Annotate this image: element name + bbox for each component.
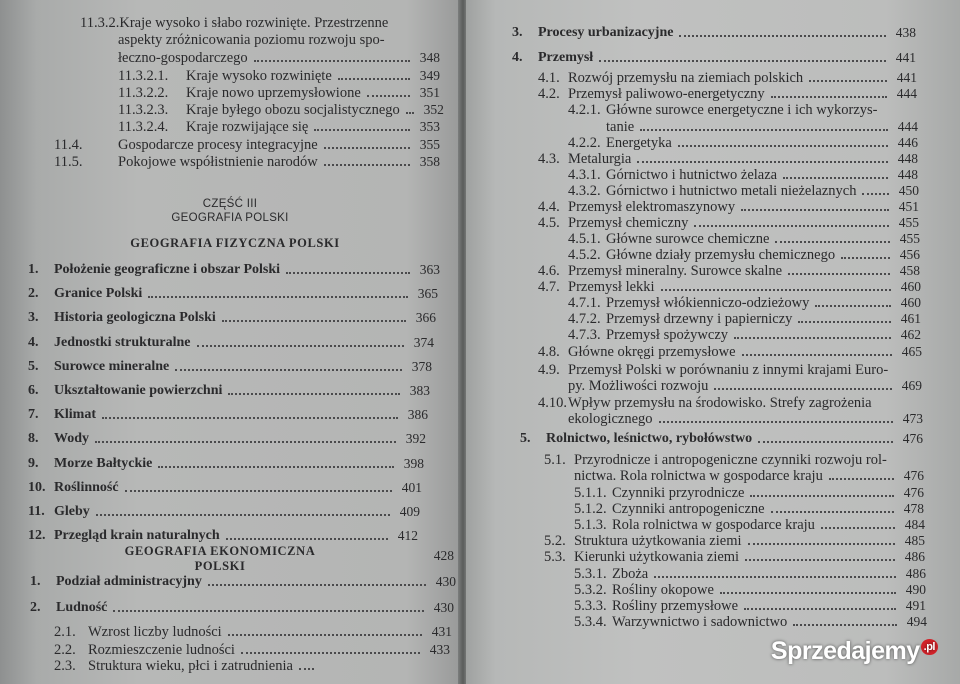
toc-entry-number: 4.3.2. [568, 183, 601, 199]
toc-entry-page: 460 [900, 279, 921, 294]
toc-entry-title: Podział administracyjny [56, 574, 202, 589]
watermark-logo [771, 637, 938, 666]
dot-leader [742, 354, 892, 356]
dot-leader [694, 225, 889, 227]
dot-leader [829, 478, 894, 480]
toc-entry-title: Rozwój przemysłu na ziemiach polskich [568, 70, 804, 86]
toc-entry-number: 8. [28, 431, 39, 447]
dot-leader [222, 320, 406, 322]
toc-entry-page: 478 [903, 501, 924, 516]
toc-entry [538, 86, 917, 102]
toc-entry-title: Klimat [54, 407, 96, 423]
toc-entry-number: 11.5. [54, 154, 83, 170]
dot-leader [841, 257, 890, 259]
dot-leader [809, 80, 887, 82]
dot-leader [406, 112, 414, 114]
dot-leader [228, 393, 400, 395]
dot-leader [95, 441, 396, 443]
dot-leader [788, 273, 890, 275]
dot-leader [750, 495, 894, 497]
toc-entry-page: 494 [906, 614, 927, 629]
toc-entry-number: 6. [28, 383, 39, 398]
toc-entry-page: 412 [397, 528, 418, 544]
toc-entry-page: 355 [419, 137, 440, 152]
toc-entry-number: 12. [28, 528, 46, 544]
toc-entry-title: Zboża [612, 566, 649, 582]
toc-entry-title: Ukształtowanie powierzchni [54, 383, 223, 398]
toc-entry-number: 5.3.4. [574, 614, 607, 630]
toc-entry-number: 4.7.3. [568, 327, 601, 343]
toc-entry-title: Przemysł mineralny. Surowce skalne [568, 263, 783, 279]
dot-leader [659, 421, 893, 423]
toc-entry [538, 70, 917, 86]
dot-leader [758, 441, 893, 443]
toc-entry [538, 344, 922, 360]
dot-leader [734, 337, 891, 339]
toc-entry-page: 378 [411, 358, 432, 374]
toc-entry-page: 456 [899, 247, 920, 262]
toc-entry-page: 438 [895, 25, 916, 40]
toc-entry [568, 167, 918, 183]
dot-leader [338, 78, 410, 80]
toc-entry-page: 484 [904, 517, 925, 532]
toc-entry [568, 247, 920, 263]
dot-leader [324, 147, 410, 149]
toc-entry [28, 528, 418, 544]
toc-entry-page: 444 [896, 86, 917, 101]
dot-leader [775, 241, 890, 243]
toc-entry-number: 5.3.3. [574, 598, 607, 614]
toc-entry [574, 614, 927, 630]
toc-entry-page: 465 [901, 344, 922, 359]
toc-entry-title: Czynniki przyrodnicze [612, 485, 745, 501]
toc-entry-title: Struktura użytkowania ziemi [574, 533, 742, 549]
toc-entry-page: 455 [899, 231, 920, 246]
part-label: CZĘŚĆ III [202, 198, 258, 210]
toc-entry-number: 4.9. [538, 362, 560, 378]
toc-entry-number: 5. [28, 358, 39, 374]
toc-entry-title: Gospodarcze procesy integracyjne [118, 137, 318, 153]
toc-entry [538, 215, 919, 231]
dot-leader [661, 289, 891, 291]
toc-entry-page: 448 [897, 167, 918, 182]
toc-entry-title: łeczno-gospodarczego [118, 50, 248, 66]
toc-entry [568, 378, 922, 394]
dot-leader [102, 417, 398, 419]
toc-entry-page: 358 [419, 154, 440, 169]
dot-leader [741, 209, 889, 211]
dot-leader [286, 272, 410, 274]
dot-leader [862, 193, 889, 195]
toc-entry [28, 262, 440, 278]
toc-entry-title: Górnictwo i hutnictwo żelaza [606, 167, 778, 183]
toc-entry-number: 4.2.1. [568, 102, 601, 118]
toc-entry-number: 4. [28, 334, 39, 350]
toc-entry-title: ekologicznego [568, 411, 653, 427]
dot-leader [815, 305, 891, 307]
toc-entry-number: 11.3.2.2. [118, 85, 169, 101]
toc-entry-number: 4.2. [538, 86, 560, 102]
toc-entry [568, 102, 900, 118]
toc-entry [54, 154, 440, 170]
toc-entry-number: 1. [28, 262, 39, 277]
toc-entry [568, 411, 923, 427]
toc-entry-title: Kraje nowo uprzemysłowione [186, 85, 361, 101]
toc-entry-title: Kraje byłego obozu socjalistycznego [186, 102, 400, 118]
dot-leader [175, 369, 402, 371]
toc-entry [544, 549, 925, 565]
toc-entry-number: 1. [30, 574, 41, 589]
toc-entry-title: Rola rolnictwa w gospodarce kraju [612, 517, 815, 533]
toc-entry-page: 460 [900, 295, 921, 310]
toc-entry-number: 4.1. [538, 70, 560, 86]
toc-entry [118, 102, 444, 118]
toc-entry-number: 11.3.2.4. [118, 119, 169, 135]
toc-entry-title: Położenie geograficzne i obszar Polski [54, 262, 281, 277]
toc-entry [118, 50, 440, 66]
dot-leader [748, 543, 895, 545]
toc-entry-number: 4.5.1. [568, 231, 601, 247]
toc-entry-title: tanie [606, 119, 635, 135]
toc-entry-number: 3. [28, 310, 39, 326]
toc-entry-number: 2. [30, 600, 41, 615]
toc-entry [28, 286, 438, 302]
toc-entry [538, 151, 918, 167]
toc-entry-number: 5.3.1. [574, 566, 607, 582]
dot-leader [744, 608, 896, 610]
toc-entry-number: 5.1. [544, 452, 566, 468]
toc-entry [574, 485, 924, 501]
toc-entry-title: Wzrost liczby ludności [88, 624, 222, 640]
watermark-suffix: .pl [921, 639, 938, 655]
toc-entry-number: 10. [28, 479, 46, 495]
toc-entry [512, 50, 916, 66]
toc-entry-number: 5.1.1. [574, 485, 607, 501]
toc-entry-page: 476 [903, 468, 924, 483]
toc-entry [28, 310, 436, 326]
dot-leader [367, 95, 410, 97]
toc-entry-number: 11.3.2. [80, 15, 120, 31]
toc-entry-page: 458 [899, 263, 920, 278]
toc-entry-page: 476 [902, 431, 923, 446]
dot-leader [637, 161, 888, 163]
dot-leader [640, 129, 888, 131]
toc-entry-title: Morze Bałtyckie [54, 455, 153, 471]
section-heading-page: 428 [433, 548, 454, 563]
toc-entry [538, 199, 919, 215]
toc-entry-title: Surowce mineralne [54, 358, 170, 374]
toc-entry-page: 455 [898, 215, 919, 230]
toc-entry-title: py. Możliwości rozwoju [568, 378, 709, 394]
toc-entry-page: 349 [419, 68, 440, 83]
toc-entry-number: 5.1.2. [574, 501, 607, 517]
toc-entry-number: 4.2.2. [568, 135, 601, 151]
toc-entry [28, 504, 420, 520]
toc-entry-title: Przemysł Polski w porównaniu z innymi krajami Euro- [568, 362, 889, 378]
toc-entry-page: 441 [895, 50, 916, 65]
toc-entry [568, 327, 921, 343]
toc-entry [606, 119, 918, 135]
toc-entry-number: 2. [28, 286, 39, 302]
toc-entry [54, 642, 450, 658]
toc-entry-page: 386 [407, 407, 428, 423]
dot-leader [771, 511, 894, 513]
toc-entry-title: Rolnictwo, leśnictwo, rybołówstwo [546, 431, 753, 446]
dot-leader [745, 559, 895, 561]
toc-entry [118, 119, 440, 135]
dot-leader [679, 35, 886, 37]
toc-entry-number: 2.2. [54, 642, 76, 658]
toc-entry-title: Historia geologiczna Polski [54, 310, 216, 326]
toc-entry-title: Warzywnictwo i sadownictwo [612, 614, 788, 630]
toc-entry [28, 383, 430, 399]
toc-entry-page: 461 [900, 311, 921, 326]
toc-entry-number: 5.3. [544, 549, 566, 565]
toc-entry-title: Wpływ przemysłu na środowisko. Strefy zagrożenia [568, 395, 872, 411]
toc-entry-title: Przemysł lekki [568, 279, 655, 295]
toc-entry-page: 348 [419, 50, 440, 65]
toc-entry-number: 4.7.2. [568, 311, 601, 327]
toc-entry-page: 409 [399, 504, 420, 519]
dot-leader [714, 388, 892, 390]
toc-entry-title: Energetyka [606, 135, 672, 151]
dot-leader [226, 538, 388, 540]
toc-entry [54, 137, 440, 153]
toc-entry [28, 480, 422, 496]
toc-entry-page: 374 [413, 334, 434, 350]
toc-entry-page: 392 [405, 431, 426, 447]
toc-entry-page: 430 [433, 600, 454, 615]
toc-entry-page: 431 [431, 624, 452, 639]
dot-leader [720, 592, 896, 594]
dot-leader [654, 576, 896, 578]
toc-entry-title: Rozmieszczenie ludności [88, 642, 235, 658]
toc-entry-number: 2.1. [54, 624, 76, 640]
toc-entry [574, 566, 926, 582]
toc-entry-title: Główne okręgi przemysłowe [568, 344, 736, 360]
dot-leader [821, 527, 895, 529]
toc-entry [568, 295, 921, 311]
toc-entry [28, 407, 428, 423]
toc-entry-page: 469 [901, 378, 922, 393]
toc-entry-title: Przemysł [538, 50, 594, 65]
toc-entry [538, 362, 900, 378]
toc-entry-title: Rośliny przemysłowe [612, 598, 739, 614]
toc-entry-page: 441 [896, 70, 917, 85]
toc-entry-title: Ludność [56, 600, 108, 615]
toc-entry [30, 574, 456, 590]
toc-entry-number: 4.7.1. [568, 295, 601, 311]
toc-entry-title: Kraje wysoko rozwinięte [186, 68, 332, 84]
toc-entry-page: 401 [401, 479, 422, 495]
toc-entry [28, 335, 434, 351]
dot-leader [241, 652, 420, 654]
toc-entry-title: Pokojowe współistnienie narodów [118, 154, 318, 170]
dot-leader [125, 490, 392, 492]
toc-entry-title: Kraje wysoko i słabo rozwinięte. Przestrzenne [119, 15, 389, 31]
toc-entry-number: 9. [28, 455, 39, 471]
toc-entry-title: Wody [54, 431, 90, 447]
dot-leader [113, 610, 424, 612]
toc-entry [574, 582, 926, 598]
toc-entry-title: Przemysł drzewny i papierniczy [606, 311, 793, 327]
dot-leader [208, 584, 426, 586]
toc-entry-title: Roślinność [54, 479, 119, 495]
toc-entry-number: 11. [28, 504, 45, 519]
toc-entry [118, 32, 440, 48]
toc-entry-page: 433 [429, 642, 450, 657]
toc-entry-number: 4.5. [538, 215, 560, 231]
toc-entry [520, 431, 923, 447]
toc-entry-number: 4.10. [538, 395, 567, 411]
toc-entry-page: 444 [897, 119, 918, 134]
toc-entry-page: 491 [905, 598, 926, 613]
toc-entry-page: 450 [898, 183, 919, 198]
toc-entry-page: 366 [415, 310, 436, 326]
toc-entry-title: Przemysł włókienniczo-odzieżowy [606, 295, 810, 311]
dot-leader [158, 466, 394, 468]
section-heading-economic: GEOGRAFIA EKONOMICZNA POLSKI [124, 544, 316, 573]
toc-entry [574, 598, 926, 614]
toc-entry-number: 5.3.2. [574, 582, 607, 598]
dot-leader [324, 164, 410, 166]
toc-entry-number: 11.4. [54, 137, 83, 153]
toc-entry [54, 624, 452, 640]
toc-entry-number: 3. [512, 25, 523, 40]
toc-entry-page: 448 [897, 151, 918, 166]
toc-entry-title: Przemysł paliwowo-energetyczny [568, 86, 765, 102]
toc-entry-title: aspekty zróżnicowania poziomu rozwoju spo- [118, 32, 385, 48]
toc-entry-title: Rośliny okopowe [612, 582, 714, 598]
part-title: GEOGRAFIA POLSKI [171, 212, 289, 224]
toc-entry-title: nictwa. Rola rolnictwa w gospodarce kraju [574, 468, 823, 484]
toc-entry-title: Przegląd krain naturalnych [54, 528, 220, 544]
toc-entry [30, 600, 454, 616]
toc-entry-page: 486 [904, 549, 925, 564]
toc-entry-title: Metalurgia [568, 151, 632, 167]
toc-entry-page: 383 [409, 383, 430, 398]
toc-entry [568, 183, 919, 199]
toc-entry [544, 452, 900, 468]
toc-entry-title: Główne działy przemysłu chemicznego [606, 247, 836, 263]
toc-entry-number: 4.4. [538, 199, 560, 215]
toc-entry [118, 68, 440, 84]
toc-entry-title: Główne surowce chemiczne [606, 231, 770, 247]
toc-entry-title: Jednostki strukturalne [54, 334, 191, 350]
toc-entry-number: 4.5.2. [568, 247, 601, 263]
toc-entry [574, 468, 924, 484]
toc-entry-title: Gleby [54, 504, 90, 519]
toc-entry-title: Granice Polski [54, 286, 143, 302]
toc-entry-page: 485 [904, 533, 925, 548]
toc-entry-page: 476 [903, 485, 924, 500]
dot-leader [299, 668, 314, 670]
toc-entry [568, 135, 918, 151]
toc-entry-number: 5.1.3. [574, 517, 607, 533]
dot-leader [771, 96, 887, 98]
toc-entry-title: Górnictwo i hutnictwo metali nieżelaznych [606, 183, 857, 199]
dot-leader [314, 129, 410, 131]
toc-entry-page: 490 [905, 582, 926, 597]
toc-entry-title: Kierunki użytkowania ziemi [574, 549, 740, 565]
dot-leader [599, 60, 886, 62]
toc-entry [28, 456, 424, 472]
toc-entry-title: Czynniki antropogeniczne [612, 501, 765, 517]
toc-entry [118, 85, 440, 101]
toc-entry-page: 473 [902, 411, 923, 426]
toc-entry [574, 517, 925, 533]
toc-entry-number: 4. [512, 50, 523, 65]
toc-entry-title: Przemysł chemiczny [568, 215, 689, 231]
dot-leader [148, 296, 408, 298]
toc-entry [54, 658, 320, 674]
toc-entry-number: 2.3. [54, 658, 76, 674]
toc-entry-number: 11.3.2.3. [118, 102, 169, 118]
section-heading-physical: GEOGRAFIA FIZYCZNA POLSKI [130, 236, 340, 250]
toc-entry [544, 533, 925, 549]
toc-entry-number: 7. [28, 407, 39, 423]
toc-entry-title: Główne surowce energetyczne i ich wykorzys- [606, 102, 878, 118]
toc-entry-title: Kraje rozwijające się [186, 119, 309, 135]
toc-entry-number: 4.7. [538, 279, 560, 295]
toc-entry-page: 352 [423, 102, 444, 117]
dot-leader [793, 624, 897, 626]
toc-entry-number: 4.3.1. [568, 167, 601, 183]
toc-entry [28, 359, 432, 375]
toc-entry-page: 398 [403, 455, 424, 471]
toc-entry [28, 431, 426, 447]
toc-entry-title: Struktura wieku, płci i zatrudnienia [88, 658, 293, 674]
toc-entry [568, 311, 921, 327]
toc-entry [538, 395, 900, 411]
dot-leader [783, 177, 888, 179]
dot-leader [197, 345, 404, 347]
toc-entry-number: 4.8. [538, 344, 560, 360]
toc-entry-page: 353 [419, 119, 440, 134]
toc-entry [512, 25, 916, 41]
toc-entry [538, 279, 921, 295]
toc-entry-page: 486 [905, 566, 926, 581]
toc-entry-number: 5.2. [544, 533, 566, 549]
toc-entry-title: Przemysł elektromaszynowy [568, 199, 736, 215]
toc-entry [574, 501, 924, 517]
toc-entry-number: 4.3. [538, 151, 560, 167]
toc-entry-page: 446 [897, 135, 918, 150]
dot-leader [678, 145, 888, 147]
dot-leader [798, 321, 891, 323]
toc-entry-number: 4.6. [538, 263, 560, 279]
toc-entry-title: Przyrodnicze i antropogeniczne czynniki rozwoju rol- [574, 452, 887, 468]
toc-entry-page: 363 [419, 262, 440, 277]
toc-entry [538, 263, 920, 279]
toc-entry [568, 231, 920, 247]
toc-entry-number: 5. [520, 431, 531, 446]
toc-entry-page: 351 [419, 85, 440, 100]
dot-leader [96, 514, 390, 516]
toc-entry-page: 451 [898, 199, 919, 214]
toc-entry-title: Przemysł spożywczy [606, 327, 729, 343]
toc-entry-page: 462 [900, 327, 921, 342]
toc-entry-title: Procesy urbanizacyjne [538, 25, 674, 40]
dot-leader [254, 60, 410, 62]
toc-entry-page: 430 [435, 574, 456, 589]
dot-leader [228, 634, 422, 636]
toc-entry-number: 11.3.2.1. [118, 68, 169, 84]
toc-entry-page: 365 [417, 286, 438, 302]
watermark-text: Sprzedajemy [770, 637, 920, 665]
toc-entry [80, 15, 440, 31]
